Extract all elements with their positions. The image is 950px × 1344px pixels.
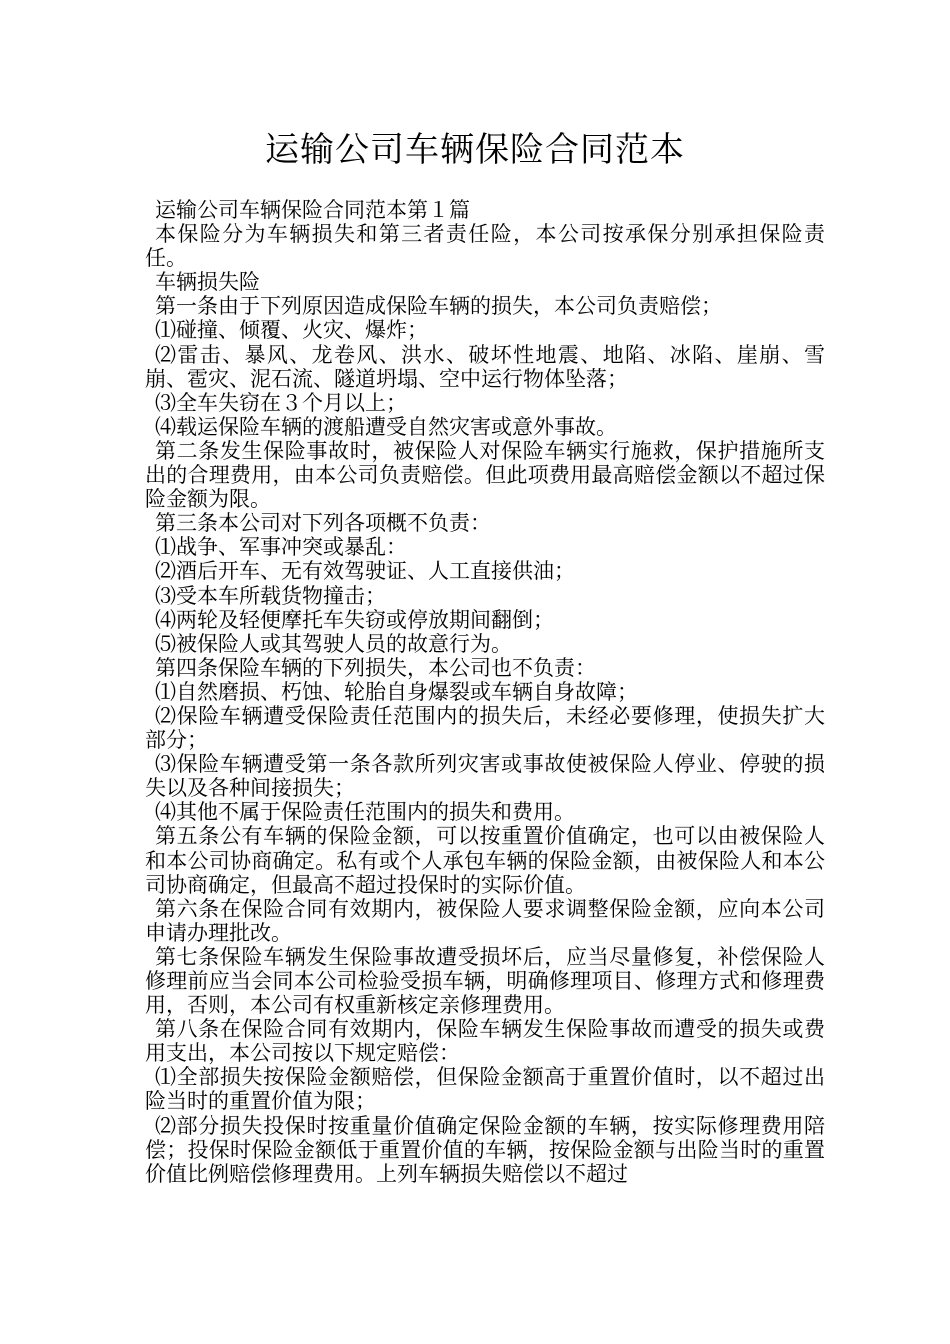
section-heading: 车辆损失险 (155, 270, 260, 295)
paragraph: 本保险分为车辆损失和第三者责任险，本公司按承保分别承担保险责任。 (145, 222, 825, 271)
list-item: ⑵雷击、暴风、龙卷风、洪水、破坏性地震、地陷、冰陷、崖崩、雪崩、雹灾、泥石流、隧道坍塌、空中运行物体坠落； (145, 342, 825, 391)
article-1: 第一条由于下列原因造成保险车辆的损失，本公司负责赔偿； (155, 294, 722, 319)
article-8: 第八条在保险合同有效期内，保险车辆发生保险事故而遭受的损失或费用支出，本公司按以下规定赔偿： (145, 1017, 825, 1066)
article-4: 第四条保险车辆的下列损失，本公司也不负责： (155, 655, 596, 680)
list-item: ⑶受本车所载货物撞击； (155, 583, 386, 608)
list-item: ⑴战争、军事冲突或暴乱： (155, 535, 407, 560)
list-item: ⑵保险车辆遭受保险责任范围内的损失后，未经必要修理，使损失扩大部分； (145, 703, 825, 753)
article-5: 第五条公有车辆的保险金额，可以按重置价值确定，也可以由被保险人和本公司协商确定。私有或个人承包车辆的保险金额，由被保险人和本公司协商确定，但最高不超过投保时的实际价值。 (145, 824, 825, 897)
document-title: 运输公司车辆保险合同范本 (265, 130, 685, 170)
article-7: 第七条保险车辆发生保险事故遭受损坏后，应当尽量修复，补偿保险人修理前应当会同本公司检验受损车辆，明确修理项目、修理方式和修理费用，否则，本公司有权重新核定亲修理费用。 (145, 944, 825, 1018)
article-6: 第六条在保险合同有效期内，被保险人要求调整保险金额，应向本公司申请办理批改。 (145, 896, 825, 945)
list-item: ⑷其他不属于保险责任范围内的损失和费用。 (155, 800, 575, 825)
list-item: ⑷两轮及轻便摩托车失窃或停放期间翻倒； (155, 607, 554, 632)
list-item: ⑵酒后开车、无有效驾驶证、人工直接供油； (155, 559, 575, 584)
list-item: ⑴碰撞、倾覆、火灾、爆炸； (155, 318, 428, 343)
list-item: ⑶全车失窃在３个月以上； (155, 390, 407, 415)
paragraph-heading: 运输公司车辆保险合同范本第１篇 (155, 198, 470, 222)
list-item: ⑴自然磨损、朽蚀、轮胎自身爆裂或车辆自身故障； (155, 679, 638, 704)
list-item: ⑴全部损失按保险金额赔偿，但保险金额高于重置价值时，以不超过出险当时的重置价值为限； (145, 1065, 825, 1114)
list-item: ⑶保险车辆遭受第一条各款所列灾害或事故使被保险人停业、停驶的损失以及各种间接损失； (145, 752, 825, 801)
list-item: ⑷载运保险车辆的渡船遭受自然灾害或意外事故。 (155, 414, 617, 439)
document-body (145, 198, 825, 1186)
list-item: ⑵部分损失投保时按重量价值确定保险金额的车辆，按实际修理费用陪偿；投保时保险金额低于重置价值的车辆，按保险金额与出险当时的重置价值比例赔偿修理费用。上列车辆损失赔偿以不超过 (145, 1113, 825, 1186)
article-3: 第三条本公司对下列各项概不负责： (155, 511, 491, 536)
article-2: 第二条发生保险事故时，被保险人对保险车辆实行施救，保护措施所支出的合理费用，由本公司负责赔偿。但此项费用最高赔偿金额以不超过保险金额为限。 (145, 438, 825, 512)
list-item: ⑸被保险人或其驾驶人员的故意行为。 (155, 631, 512, 656)
